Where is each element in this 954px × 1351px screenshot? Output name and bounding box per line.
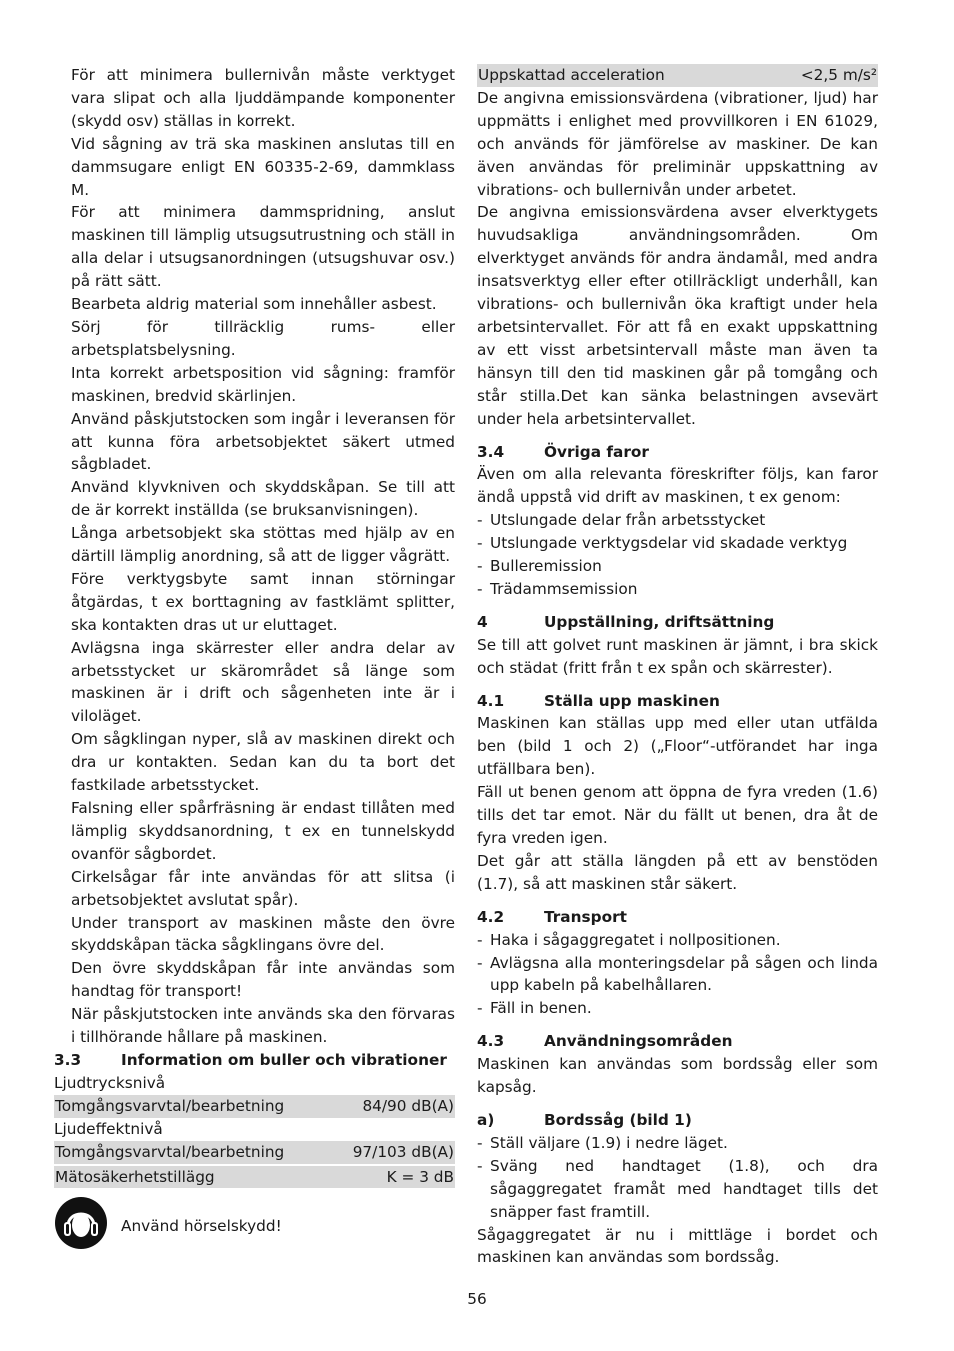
spec-value: 97/103 dB(A) [352, 1142, 454, 1161]
section-title: Bordssåg (bild 1) [544, 1110, 692, 1129]
paragraph: Inta korrekt arbetsposition vid sågning: framför maskinen, bredvid skärlinjen. [71, 363, 455, 405]
paragraph: Vid sågning av trä ska maskinen anslutas till en dammsugare enligt EN 60335-2-69, dammklass M. [71, 134, 455, 199]
spec-row [54, 1095, 455, 1118]
paragraph: Se till att golvet runt maskinen är jämnt, i bra skick och städat (fritt från t ex spån och skärrester). [477, 635, 878, 677]
paragraph: De angivna emissionsvärdena avser elverktygets huvudsakliga användningsområden. Om elverktyget används för andra ändamål, med andra insatsverktyg eller efter otillräckligt underhåll, kan vibrations- och bullernivån öka kraftigt under hela arbetsintervallet. För att få en exakt uppskattning av ett visst arbetsintervall måste man även ta hänsyn till den tid maskinen går på tomgång och står stilla.Det kan sänka belastningen avsevärt under hela arbetsintervallet. [477, 203, 878, 428]
paragraph: Avlägsna inga skärrester eller andra delar av arbetsstycket ur skärområdet så länge som maskinen är i drift och sågenheten inte är i viloläget. [71, 638, 455, 726]
spec-value: K = 3 dB [386, 1167, 454, 1186]
section-title: Ställa upp maskinen [544, 691, 720, 710]
warning-text: Använd hörselskydd! [121, 1216, 282, 1235]
section-title: Uppställning, driftsättning [544, 612, 775, 631]
section-number: a) [477, 1110, 495, 1129]
section-heading-4 [477, 611, 878, 634]
paragraph: Fäll ut benen genom att öppna de fyra vreden (1.6) tills det tar emot. När du fällt ut benen, dra åt de fyra vreden igen. [477, 783, 878, 847]
section-title: Övriga faror [544, 442, 649, 461]
paragraph: Använd påskjutstocken som ingår i leveransen för att kunna föra arbetsobjektet säkert utmed sågbladet. [71, 409, 455, 474]
spec-value: 84/90 dB(A) [362, 1096, 454, 1115]
sound-power-label: Ljudeffektnivå [54, 1119, 163, 1138]
section-number: 4.1 [477, 691, 505, 710]
list-item: - Avlägsna alla monteringsdelar på sågen och linda upp kabeln på kabelhållaren. [477, 953, 878, 995]
spec-row [477, 64, 878, 87]
list-item: - Fäll in benen. [477, 999, 592, 1018]
spec-label: Uppskattad acceleration [478, 66, 665, 84]
section-number: 3.3 [54, 1050, 82, 1069]
list-item: - Utslungade delar från arbetsstycket [477, 511, 766, 530]
section-heading-4-1 [477, 690, 878, 713]
right-column [477, 64, 878, 1269]
paragraph: Maskinen kan användas som bordssåg eller som kapsåg. [477, 1055, 878, 1097]
section-number: 3.4 [477, 442, 505, 461]
spec-row [54, 1141, 455, 1164]
paragraph: Falsning eller spårfräsning är endast tillåten med lämplig skyddsanordning, t ex en tunnelskydd ovanför sågbordet. [71, 799, 455, 863]
paragraph: Före verktygsbyte samt innan störningar åtgärdas, t ex borttagning av fastklämt splitter, ska kontakten dras ut ur eluttaget. [71, 569, 455, 634]
section-title: Information om buller och vibrationer [121, 1050, 447, 1069]
spec-label: Mätosäkerhetstillägg [55, 1167, 215, 1186]
paragraph: För att minimera bullernivån måste verktyget vara slipat och alla ljuddämpande komponenter (skydd osv) ställas in korrekt. [71, 66, 455, 130]
section-heading-4-3 [477, 1030, 878, 1053]
paragraph: Den övre skyddskåpan får inte användas som handtag för transport! [71, 959, 455, 1001]
section-number: 4.2 [477, 907, 505, 926]
section-heading-3-4 [477, 441, 878, 464]
sound-pressure-label: Ljudtrycksnivå [54, 1073, 166, 1092]
spec-row [54, 1166, 455, 1189]
paragraph: Bearbeta aldrig material som innehåller asbest. [71, 295, 437, 314]
paragraph: Sågaggregatet är nu i mittläge i bordet och maskinen kan användas som bordssåg. [477, 1225, 878, 1267]
section-number: 4 [477, 612, 488, 631]
list-item: - Sväng ned handtaget (1.8), och dra sågaggregatet framåt med handtaget tills det snäpper fast framtill. [477, 1156, 878, 1221]
section-heading-4-2 [477, 906, 878, 929]
paragraph: När påskjutstocken inte används ska den förvaras i tillhörande hållare på maskinen. [71, 1005, 455, 1047]
paragraph: Använd klyvkniven och skyddskåpan. Se till att de är korrekt inställda (se bruksanvisningen). [71, 478, 455, 520]
left-column [54, 64, 455, 1250]
paragraph: Det går att ställa längden på ett av benstöden (1.7), så att maskinen står säkert. [477, 851, 878, 893]
paragraph: Långa arbetsobjekt ska stöttas med hjälp av en därtill lämplig anordning, så att de ligger vågrätt. [71, 524, 455, 566]
paragraph: Cirkelsågar får inte användas för att slitsa (i arbetsobjektet avslutat spår). [71, 867, 455, 909]
paragraph: För att minimera dammspridning, anslut maskinen till lämplig utsugsutrustning och ställ in alla delar i utsugsanordningen (utsugshuvar osv.) på rätt sätt. [71, 203, 455, 291]
paragraph: Under transport av maskinen måste den övre skyddskåpan täcka sågklingans övre del. [71, 913, 455, 955]
paragraph: Maskinen kan ställas upp med eller utan utfälda ben (bild 1 och 2) („Floor“-utförandet har inga utfällbara ben). [477, 714, 878, 779]
list-item: - Utslungade verktygsdelar vid skadade verktyg [477, 534, 848, 553]
spec-value: <2,5 m/s² [800, 66, 877, 84]
spec-label: Tomgångsvarvtal/bearbetning [55, 1142, 285, 1161]
ear-protection-icon [54, 1196, 108, 1250]
spec-label: Tomgångsvarvtal/bearbetning [55, 1096, 285, 1115]
list-item: - Haka i sågaggregatet i nollpositionen. [477, 930, 781, 949]
paragraph: Om sågklingan nyper, slå av maskinen direkt och dra ur kontakten. Sedan kan du ta bort det fastkilade arbetsstycket. [71, 730, 455, 795]
page-number: 56 [467, 1290, 487, 1308]
section-heading-3-3 [54, 1049, 455, 1072]
section-heading-a [477, 1109, 878, 1132]
hearing-protection-notice [54, 1196, 455, 1250]
section-title: Användningsområden [544, 1032, 733, 1051]
list-item: - Bulleremission [477, 557, 602, 576]
section-number: 4.3 [477, 1032, 505, 1051]
paragraph: De angivna emissionsvärdena (vibrationer, ljud) har uppmätts i enlighet med provvillkoren i EN 61029, och används för jämförelse av maskiner. De kan även användas för preliminär uppskattning av vibrations- och bullernivån under arbetet. [477, 88, 878, 199]
section-title: Transport [544, 907, 627, 926]
list-item: - Trädammsemission [477, 579, 638, 598]
paragraph: Sörj för tillräcklig rums- eller arbetsplatsbelysning. [71, 317, 455, 359]
list-item: - Ställ väljare (1.9) i nedre läget. [477, 1133, 728, 1152]
paragraph: Även om alla relevanta föreskrifter följs, kan faror ändå uppstå vid drift av maskinen, t ex genom: [477, 465, 878, 507]
